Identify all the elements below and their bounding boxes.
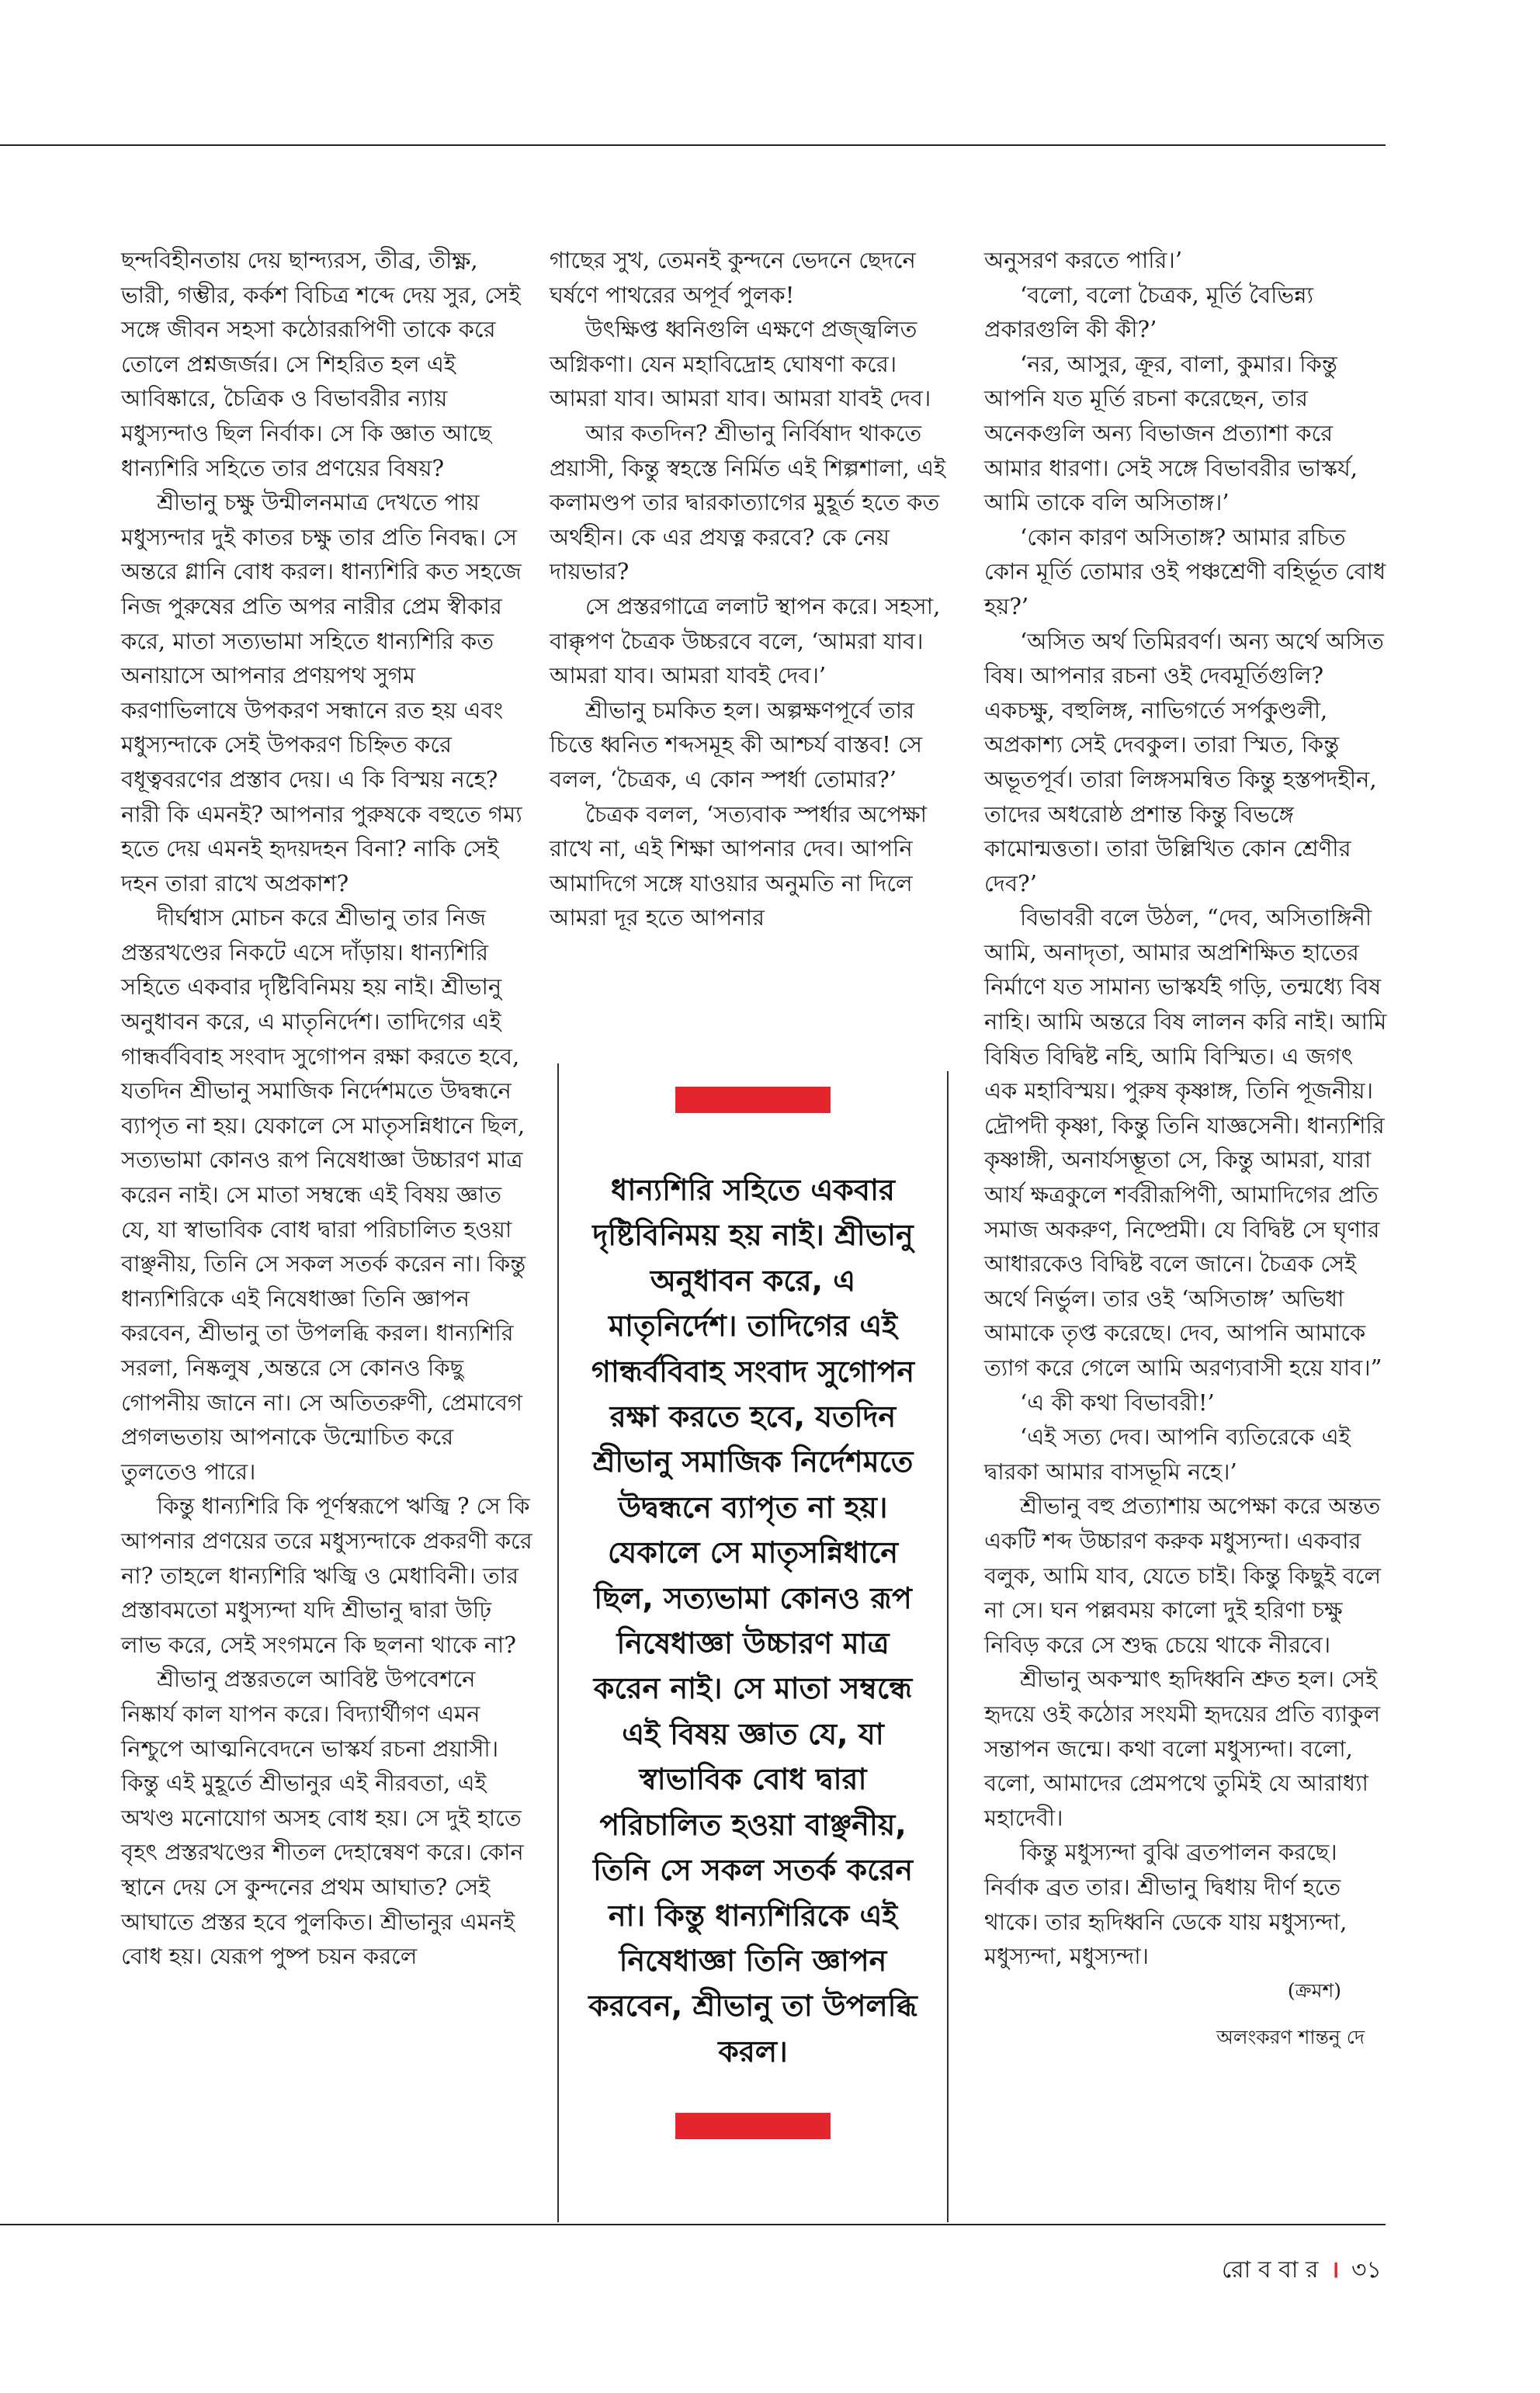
col2-para-1: গাছের সুখ, তেমনই কুন্দনে ভেদনে ছেদনে ঘর্ষণে পাথরের অপূর্ব পুলক! <box>550 247 916 308</box>
col3-para-5: ‘অসিত অর্থ তিমিরবর্ণ। অন্য অর্থে অসিত বিষ। আপনার রচনা ওই দেবমূর্তিগুলি? একচক্ষু, বহুলিঙ্গ, নাভিগর্তে সর্পকুণ্ডলী, অপ্রকাশ্য সেই দেবকুল। তারা স্মিত, কিন্তু অভূতপূর্ব। তারা লিঙ্গসমন্বিত কিন্তু হস্তপদহীন, তাদের অধরোষ্ঠ প্রশান্ত কিন্তু বিভঙ্গে কামোন্মত্ততা। তারা উল্লিখিত কোন শ্রেণীর দেব?’ <box>984 627 1384 897</box>
pull-quote-divider-right <box>947 1071 949 2222</box>
col2-para-6: চৈত্রক বলল, ‘সত্যবাক স্পর্ধার অপেক্ষা রাখে না, এই শিক্ষা আপনার দেব। আপনি আমাদিগে সঙ্গে যাওয়ার অনুমতি না দিলে আমরা দূর হতে আপনার <box>550 800 928 931</box>
col2-para-4: সে প্রস্তরগাত্রে ললাট স্থাপন করে। সহসা, বাক্কৃপণ চৈত্রক উচ্চরবে বলে, ‘আমরা যাব। আমরা যাব। আমরা যাবই দেব।’ <box>550 592 941 689</box>
pull-quote-divider-left <box>557 1063 559 2222</box>
column-2 <box>550 243 953 935</box>
bottom-rule <box>0 2224 1386 2225</box>
magazine-name: রো ব বা র <box>1221 2256 1319 2284</box>
col3-para-11: কিন্তু মধুস্যন্দা বুঝি ব্রতপালন করছে। নির্বাক ব্রত তার। শ্রীভানু দ্বিধায় দীর্ণ হতে থাকে। তার হৃদিধ্বনি ডেকে যায় মধুস্যন্দা, মধুস্যন্দা, মধুস্যন্দা। <box>984 1839 1348 1970</box>
col3-para-4: ‘কোন কারণ অসিতাঙ্গ? আমার রচিত কোন মূর্তি তোমার ওই পঞ্চশ্রেণী বহির্ভূত বোধ হয়?’ <box>984 523 1386 619</box>
col3-para-3: ‘নর, আসুর, ক্রূর, বালা, কুমার। কিন্তু আপনি যত মূর্তি রচনা করেছেন, তার অনেকগুলি অন্য বিভাজন প্রত্যাশা করে আমার ধারণা। সেই সঙ্গে বিভাবরীর ভাস্কর্য, আমি তাকে বলি অসিতাঙ্গ।’ <box>984 350 1358 516</box>
col3-para-7: ‘এ কী কথা বিভাবরী!’ <box>1020 1389 1215 1416</box>
col1-para-4: কিন্তু ধান্যশিরি কি পূর্ণস্বরূপে ঋজ্বি ? সে কি আপনার প্রণয়ের তরে মধুস্যন্দাকে প্রকরণী করে না? তাহলে ধান্যশিরি ঋজ্বি ও মেধাবিনী। তার প্রস্তাবমতো মধুস্যন্দা যদি শ্রীভানু দ্বারা উঢ়ি লাভ করে, সেই সংগমনে কি ছলনা থাকে না? <box>121 1493 532 1658</box>
page-number: ৩১ <box>1351 2256 1382 2284</box>
column-3 <box>984 243 1388 2055</box>
col3-para-10: শ্রীভানু অকস্মাৎ হৃদিধ্বনি শ্রুত হল। সেই হৃদয়ে ওই কঠোর সংযমী হৃদয়ের প্রতি ব্যাকুল সন্তাপন জন্মে। কথা বলো মধুস্যন্দা। বলো, বলো, আমাদের প্রেমপথে তুমিই যে আরাধ্যা মহাদেবী। <box>984 1666 1381 1831</box>
col1-para-1: ছন্দবিহীনতায় দেয় ছান্দ্যরস, তীব্র, তীক্ষ্ণ, ভারী, গম্ভীর, কর্কশ বিচিত্র শব্দে দেয় সুর, সেই সঙ্গে জীবন সহসা কঠোররূপিণী তাকে করে তোলে প্রশ্নজর্জর। সে শিহরিত হল এই আবিষ্কারে, চৈত্রিক ও বিভাবরীর ন্যায় মধুস্যন্দাও ছিল নির্বাক। সে কি জ্ঞাত আছে ধান্যশিরি সহিতে তার প্রণয়ের বিষয়? <box>121 247 521 481</box>
pull-quote-text: ধান্যশিরি সহিতে একবার দৃষ্টিবিনিময় হয় নাই। শ্রীভানু অনুধাবন করে, এ মাতৃনির্দেশ। তাদিগের এই গান্ধর্ববিবাহ সংবাদ সুগোপন রক্ষা করতে হবে, যতদিন শ্রীভানু সমাজিক নির্দেশমতে উদ্বন্ধনে ব্যাপৃত না হয়। যেকালে সে মাতৃসন্নিধানে ছিল, সত্যভামা কোনও রূপ নিষেধাজ্ঞা উচ্চারণ মাত্র করেন নাই। সে মাতা সম্বন্ধে এই বিষয় জ্ঞাত যে, যা স্বাভাবিক বোধ দ্বারা পরিচালিত হওয়া বাঞ্ছনীয়, তিনি সে সকল সতর্ক করেন না। কিন্তু ধান্যশিরিকে এই নিষেধাজ্ঞা তিনি জ্ঞাপন করবেন, শ্রীভানু তা উপলব্ধি করল। <box>588 1173 917 2069</box>
col3-para-2: ‘বলো, বলো চৈত্রক, মূর্তি বৈভিন্ন্য প্রকারগুলি কী কী?’ <box>984 281 1314 343</box>
illustration-credit: অলংকরণ শান্তনু দে <box>1216 2026 1365 2049</box>
col3-para-9: শ্রীভানু বহু প্রত্যাশায় অপেক্ষা করে অন্তত একটি শব্দ উচ্চারণ করুক মধুস্যন্দা। একবার বলুক, আমি যাব, যেতে চাই। কিন্তু কিছুই বলে না সে। ঘন পল্লবময় কালো দুই হরিণা চক্ষু নিবিড় করে সে শুদ্ধ চেয়ে থাকে নীরবে। <box>984 1493 1382 1658</box>
col2-para-2: উৎক্ষিপ্ত ধ্বনিগুলি এক্ষণে প্রজ্জ্বলিত অগ্নিকণা। যেন মহাবিদ্রোহ ঘোষণা করে। আমরা যাব। আমরা যাব। আমরা যাবই দেব। <box>550 316 931 412</box>
column-1 <box>121 243 532 1974</box>
col3-para-1: অনুসরণ করতে পারি।’ <box>984 247 1183 273</box>
col3-para-6: বিভাবরী বলে উঠল, “দেব, অসিতাঙ্গিনী আমি, অনাদৃতা, আমার অপ্রশিক্ষিত হাতের নির্মাণে যত সামান্য ভাস্কর্যই গড়ি, তন্মধ্যে বিষ নাহি। আমি অন্তরে বিষ লালন করি নাই। আমি বিষিত বিদ্বিষ্ট নহি, আমি বিস্মিত। এ জগৎ এক মহাবিস্ময়। পুরুষ কৃষ্ণাঙ্গ, তিনি পূজনীয়। দ্রৌপদী কৃষ্ণা, কিন্তু তিনি যাজ্ঞসেনী। ধান্যশিরি কৃষ্ণাঙ্গী, অনার্যসম্ভূতা সে, কিন্তু আমরা, যারা আর্য ক্ষত্রকুলে শর্বরীরূপিণী, আমাদিগের প্রতি সমাজ অকরুণ, নিষ্প্রেমী। যে বিদ্বিষ্ট সে ঘৃণার আধারকেও বিদ্বিষ্ট বলে জানে। চৈত্রক সেই অর্থে নির্ভুল। তার ওই ‘অসিতাঙ্গ’ অভিধা আমাকে তৃপ্ত করেছে। দেব, আপনি আমাকে ত্যাগ করে গেলে আমি অরণ্যবাসী হয়ে যাব।” <box>984 904 1387 1381</box>
page-footer <box>1211 2251 1382 2291</box>
col2-para-3: আর কতদিন? শ্রীভানু নির্বিষাদ থাকতে প্রয়াসী, কিন্তু স্বহস্তে নির্মিত এই শিল্পশালা, এই কলামণ্ডপ তার দ্বারকাত্যাগের মুহূর্ত হতে কত অর্থহীন। কে এর প্রযত্ন করবে? কে নেয় দায়ভার? <box>550 419 946 585</box>
top-rule <box>0 144 1386 146</box>
serial-continued-mark: (ক্রমশ) <box>1287 1979 1341 2002</box>
col1-para-5: শ্রীভানু প্রস্তরতলে আবিষ্ট উপবেশনে নিষ্কার্য কাল যাপন করে। বিদ্যার্থীগণ এমন নিশ্চুপে আত্মনিবেদনে ভাস্কর্য রচনা প্রয়াসী। কিন্তু এই মুহূর্তে শ্রীভানুর এই নীরবতা, এই অখণ্ড মনোযোগ অসহ বোধ হয়। সে দুই হাতে বৃহৎ প্রস্তরখণ্ডের শীতল দেহান্বেষণ করে। কোন স্থানে দেয় সে কুন্দনের প্রথম আঘাত? সেই আঘাতে প্রস্তর হবে পুলকিত। শ্রীভানুর এমনই বোধ হয়। যেরূপ পুষ্প চয়ন করলে <box>121 1666 524 1970</box>
footer-separator: । <box>1330 2256 1340 2284</box>
col3-para-8: ‘এই সত্য দেব। আপনি ব্যতিরেকে এই দ্বারকা আমার বাসভূমি নহে।’ <box>984 1424 1351 1485</box>
col2-para-5: শ্রীভানু চমকিত হল। অল্পক্ষণপূর্বে তার চিত্তে ধ্বনিত শব্দসমূহ কী আশ্চর্য বাস্তব! সে বলল, ‘চৈত্রক, এ কোন স্পর্ধা তোমার?’ <box>550 696 922 792</box>
pull-quote <box>582 1087 924 2139</box>
pull-quote-bar-bottom <box>675 2113 831 2139</box>
col1-para-3: দীর্ঘশ্বাস মোচন করে শ্রীভানু তার নিজ প্রস্তরখণ্ডের নিকটে এসে দাঁড়ায়। ধান্যশিরি সহিতে একবার দৃষ্টিবিনিময় হয় নাই। শ্রীভানু অনুধাবন করে, এ মাতৃনির্দেশ। তাদিগের এই গান্ধর্ববিবাহ সংবাদ সুগোপন রক্ষা করতে হবে, যতদিন শ্রীভানু সমাজিক নির্দেশমতে উদ্বন্ধনে ব্যাপৃত না হয়। যেকালে সে মাতৃসন্নিধানে ছিল, সত্যভামা কোনও রূপ নিষেধাজ্ঞা উচ্চারণ মাত্র করেন নাই। সে মাতা সম্বন্ধে এই বিষয় জ্ঞাত যে, যা স্বাভাবিক বোধ দ্বারা পরিচালিত হওয়া বাঞ্ছনীয়, তিনি সে সকল সতর্ক করেন না। কিন্তু ধান্যশিরিকে এই নিষেধাজ্ঞা তিনি জ্ঞাপন করবেন, শ্রীভানু তা উপলব্ধি করল। ধান্যশিরি সরলা, নিষ্কলুষ ,অন্তরে সে কোনও কিছু গোপনীয় জানে না। সে অতিতরুণী, প্রেমাবেগ প্রগলভতায় আপনাকে উন্মোচিত করে তুলতেও পারে। <box>121 904 526 1485</box>
col1-para-2: শ্রীভানু চক্ষু উন্মীলনমাত্র দেখতে পায় মধুস্যন্দার দুই কাতর চক্ষু তার প্রতি নিবদ্ধ। সে অন্তরে গ্লানি বোধ করল। ধান্যশিরি কত সহজে নিজ পুরুষের প্রতি অপর নারীর প্রেম স্বীকার করে, মাতা সত্যভামা সহিতে ধান্যশিরি কত অনায়াসে আপনার প্রণয়পথ সুগম করণাভিলাষে উপকরণ সন্ধানে রত হয় এবং মধুস্যন্দাকে সেই উপকরণ চিহ্নিত করে বধূত্ববরণের প্রস্তাব দেয়। এ কি বিস্ময় নহে? নারী কি এমনই? আপনার পুরুষকে বহুতে গম্য হতে দেয় এমনই হৃদয়দহন বিনা? নাকি সেই দহন তারা রাখে অপ্রকাশ? <box>121 489 522 897</box>
pull-quote-bar-top <box>675 1087 831 1113</box>
